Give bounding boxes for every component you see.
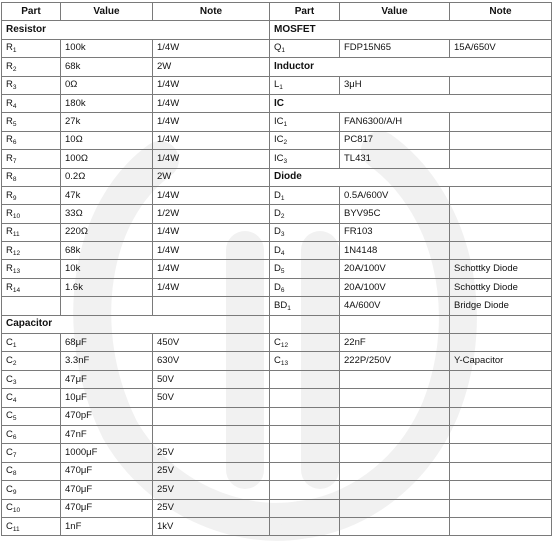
part-index: 13 [280,360,289,368]
table-row [2,352,552,370]
table-header-row [2,3,552,21]
part-designator: D [274,226,281,238]
part-cell [270,462,340,480]
section-heading: IC [270,94,552,112]
note-cell [450,242,552,260]
note-cell [450,315,552,333]
note-cell: 2W [153,58,270,76]
value-cell: 20A/100V [340,278,450,296]
header-note: Note [153,3,270,21]
value-cell: 27k [61,113,153,131]
table-row [2,425,552,443]
part-index: 4 [280,249,285,257]
part-designator: IC [274,134,284,146]
part-designator: D [274,281,281,293]
part-index: 8 [12,470,17,478]
part-cell [270,131,340,149]
part-cell [270,517,340,535]
value-cell [340,444,450,462]
part-index: 3 [283,157,288,165]
value-cell [340,499,450,517]
part-index: 10 [12,212,21,220]
part-designator: C [6,355,13,367]
note-cell: 25V [153,499,270,517]
value-cell: 68k [61,242,153,260]
note-cell: 25V [153,444,270,462]
value-cell: TL431 [340,150,450,168]
note-cell [450,389,552,407]
table-row [2,131,552,149]
note-cell: 1/4W [153,260,270,278]
part-designator: C [6,502,13,514]
value-cell: 33Ω [61,205,153,223]
part-designator: C [6,465,13,477]
note-cell: 50V [153,370,270,388]
value-cell: 47k [61,186,153,204]
note-cell: 1/4W [153,94,270,112]
part-cell [2,481,61,499]
part-designator: R [6,134,13,146]
part-cell [2,462,61,480]
part-index: 14 [12,286,21,294]
part-cell [270,39,340,57]
note-cell [450,223,552,241]
value-cell: 47nF [61,425,153,443]
part-index: 2 [12,360,17,368]
table-row [2,407,552,425]
table-row [2,278,552,296]
part-cell [270,113,340,131]
value-cell: 470μF [61,481,153,499]
table-row [2,462,552,480]
part-cell [2,334,61,352]
value-cell: 1.6k [61,278,153,296]
part-cell [270,352,340,370]
part-cell [2,425,61,443]
part-index: 6 [12,139,17,147]
note-cell [450,425,552,443]
note-cell [450,334,552,352]
part-index: 3 [12,84,17,92]
section-heading: Resistor [2,21,270,39]
part-cell [2,113,61,131]
table-row [2,334,552,352]
note-cell [450,131,552,149]
part-index: 3 [12,378,17,386]
part-designator: D [274,244,281,256]
part-designator: C [6,483,13,495]
table-row [2,517,552,535]
section-heading: Capacitor [2,315,270,333]
header-part: Part [2,3,61,21]
part-designator: C [274,336,281,348]
table-row [2,150,552,168]
note-cell [450,113,552,131]
part-cell [270,315,340,333]
part-cell [270,278,340,296]
part-index: 2 [12,65,17,73]
part-designator: R [6,244,13,256]
part-cell [2,407,61,425]
part-designator: L [274,79,280,91]
part-cell [270,242,340,260]
value-cell [340,315,450,333]
part-designator: C [6,447,13,459]
part-index: 13 [12,268,21,276]
note-cell: 1/4W [153,278,270,296]
part-cell [270,499,340,517]
part-designator: C [6,391,13,403]
value-cell: FR103 [340,223,450,241]
part-index: 4 [12,396,17,404]
part-designator: R [6,97,13,109]
part-designator: C [6,373,13,385]
part-index: 9 [12,194,17,202]
table-body [2,21,552,536]
parts-list-table [1,2,552,536]
table-row [2,113,552,131]
note-cell: 25V [153,462,270,480]
part-index: 1 [287,304,291,312]
note-cell [450,150,552,168]
value-cell: FDP15N65 [340,39,450,57]
part-index: 7 [12,452,17,460]
part-designator: Q [274,42,282,54]
part-cell [270,260,340,278]
section-heading: MOSFET [270,21,552,39]
value-cell: 100Ω [61,150,153,168]
part-cell [270,297,340,315]
part-index: 8 [12,176,17,184]
part-designator: R [6,116,13,128]
part-designator: R [6,281,13,293]
note-cell: Schottky Diode [450,260,552,278]
value-cell: 47μF [61,370,153,388]
part-cell [270,481,340,499]
part-cell [270,223,340,241]
note-cell [450,186,552,204]
value-cell [340,425,450,443]
part-designator: D [274,263,281,275]
value-cell: 4A/600V [340,297,450,315]
part-designator: R [6,189,13,201]
part-index: 5 [12,121,17,129]
note-cell [450,444,552,462]
value-cell [340,389,450,407]
header-part: Part [270,3,340,21]
part-cell [2,58,61,76]
value-cell: PC817 [340,131,450,149]
value-cell: 10Ω [61,131,153,149]
part-cell [2,278,61,296]
part-index: 4 [12,102,17,110]
value-cell [340,407,450,425]
value-cell: 222P/250V [340,352,450,370]
note-cell [450,407,552,425]
part-index: 1 [281,47,286,55]
value-cell: 22nF [340,334,450,352]
value-cell: 1nF [61,517,153,535]
part-cell [2,444,61,462]
value-cell: 0Ω [61,76,153,94]
value-cell: 20A/100V [340,260,450,278]
value-cell [61,297,153,315]
part-index: 2 [280,212,285,220]
note-cell: 1/4W [153,131,270,149]
part-cell [2,150,61,168]
header-value: Value [340,3,450,21]
table-row [2,58,552,76]
part-index: 3 [280,231,285,239]
part-index: 2 [283,139,288,147]
part-cell [270,407,340,425]
note-cell: 25V [153,481,270,499]
table-row [2,21,552,39]
part-index: 1 [12,47,17,55]
value-cell: 10k [61,260,153,278]
value-cell: 100k [61,39,153,57]
part-designator: C [6,520,13,532]
value-cell: 3μH [340,76,450,94]
part-designator: R [6,79,13,91]
part-cell [2,223,61,241]
part-designator: IC [274,152,284,164]
part-cell [270,205,340,223]
table-row [2,76,552,94]
part-cell [2,517,61,535]
value-cell: 3.3nF [61,352,153,370]
value-cell: 470μF [61,462,153,480]
note-cell: 1/4W [153,242,270,260]
table-row [2,242,552,260]
note-cell [153,407,270,425]
note-cell: 1/4W [153,223,270,241]
section-heading: Diode [270,168,552,186]
part-cell [270,370,340,388]
part-designator: R [6,60,13,72]
note-cell: 1/4W [153,113,270,131]
part-index: 1 [279,84,283,92]
part-cell [2,131,61,149]
note-cell [450,499,552,517]
part-cell [2,297,61,315]
part-cell [2,352,61,370]
part-designator: BD [274,299,288,311]
part-cell [2,260,61,278]
table-row [2,370,552,388]
value-cell: 0.5A/600V [340,186,450,204]
table-row [2,94,552,112]
part-designator: IC [274,116,284,128]
part-index: 6 [12,433,17,441]
value-cell: 68k [61,58,153,76]
part-cell [270,150,340,168]
table-row [2,39,552,57]
part-cell [270,334,340,352]
note-cell: 50V [153,389,270,407]
part-designator: D [274,207,281,219]
part-index: 10 [12,507,21,515]
part-designator: C [6,428,13,440]
header-value: Value [61,3,153,21]
value-cell: 470μF [61,499,153,517]
note-cell [450,370,552,388]
part-cell [270,186,340,204]
value-cell: FAN6300/A/H [340,113,450,131]
note-cell [450,481,552,499]
note-cell [450,462,552,480]
value-cell [340,462,450,480]
table-row [2,205,552,223]
part-index: 1 [12,341,17,349]
note-cell [153,297,270,315]
value-cell [340,481,450,499]
part-cell [2,370,61,388]
section-heading: Inductor [270,58,552,76]
part-index: 7 [12,157,17,165]
table-row [2,297,552,315]
part-index: 1 [280,194,285,202]
part-index: 1 [283,121,288,129]
note-cell: 1/4W [153,76,270,94]
part-designator: R [6,152,13,164]
note-cell: 450V [153,334,270,352]
part-designator: C [6,336,13,348]
note-cell [450,205,552,223]
note-cell: Bridge Diode [450,297,552,315]
value-cell: 180k [61,94,153,112]
part-index: 5 [280,268,285,276]
part-cell [270,425,340,443]
table-row [2,223,552,241]
note-cell: 1/4W [153,150,270,168]
part-designator: C [274,355,281,367]
table-row [2,481,552,499]
value-cell: 220Ω [61,223,153,241]
value-cell: BYV95C [340,205,450,223]
table-row [2,186,552,204]
part-cell [270,76,340,94]
table-row [2,499,552,517]
part-cell [2,205,61,223]
note-cell [450,76,552,94]
table-row [2,444,552,462]
part-designator: R [6,42,13,54]
table-row [2,260,552,278]
part-cell [2,76,61,94]
value-cell [340,370,450,388]
part-designator: R [6,263,13,275]
note-cell: 630V [153,352,270,370]
note-cell: 1/2W [153,205,270,223]
table-row [2,168,552,186]
value-cell: 1000μF [61,444,153,462]
part-index: 12 [12,249,21,257]
part-index: 12 [280,341,289,349]
part-cell [2,389,61,407]
part-index: 6 [280,286,285,294]
part-index: 11 [12,231,20,239]
part-cell [2,499,61,517]
value-cell: 1N4148 [340,242,450,260]
part-designator: R [6,171,13,183]
part-index: 11 [12,525,20,533]
note-cell: Y-Capacitor [450,352,552,370]
note-cell: 1kV [153,517,270,535]
part-designator: C [6,410,13,422]
note-cell: Schottky Diode [450,278,552,296]
value-cell: 10μF [61,389,153,407]
part-index: 5 [12,415,17,423]
table-row [2,389,552,407]
note-cell: 1/4W [153,39,270,57]
note-cell [153,425,270,443]
part-cell [270,389,340,407]
part-index: 9 [12,488,17,496]
part-cell [2,39,61,57]
part-cell [2,186,61,204]
part-cell [2,168,61,186]
value-cell: 470pF [61,407,153,425]
part-cell [270,444,340,462]
part-cell [2,94,61,112]
note-cell: 15A/650V [450,39,552,57]
note-cell [450,517,552,535]
part-designator: R [6,226,13,238]
value-cell [340,517,450,535]
table-row [2,315,552,333]
part-designator: R [6,207,13,219]
note-cell: 1/4W [153,186,270,204]
part-cell [2,242,61,260]
value-cell: 68μF [61,334,153,352]
part-designator: D [274,189,281,201]
value-cell: 0.2Ω [61,168,153,186]
note-cell: 2W [153,168,270,186]
header-note: Note [450,3,552,21]
